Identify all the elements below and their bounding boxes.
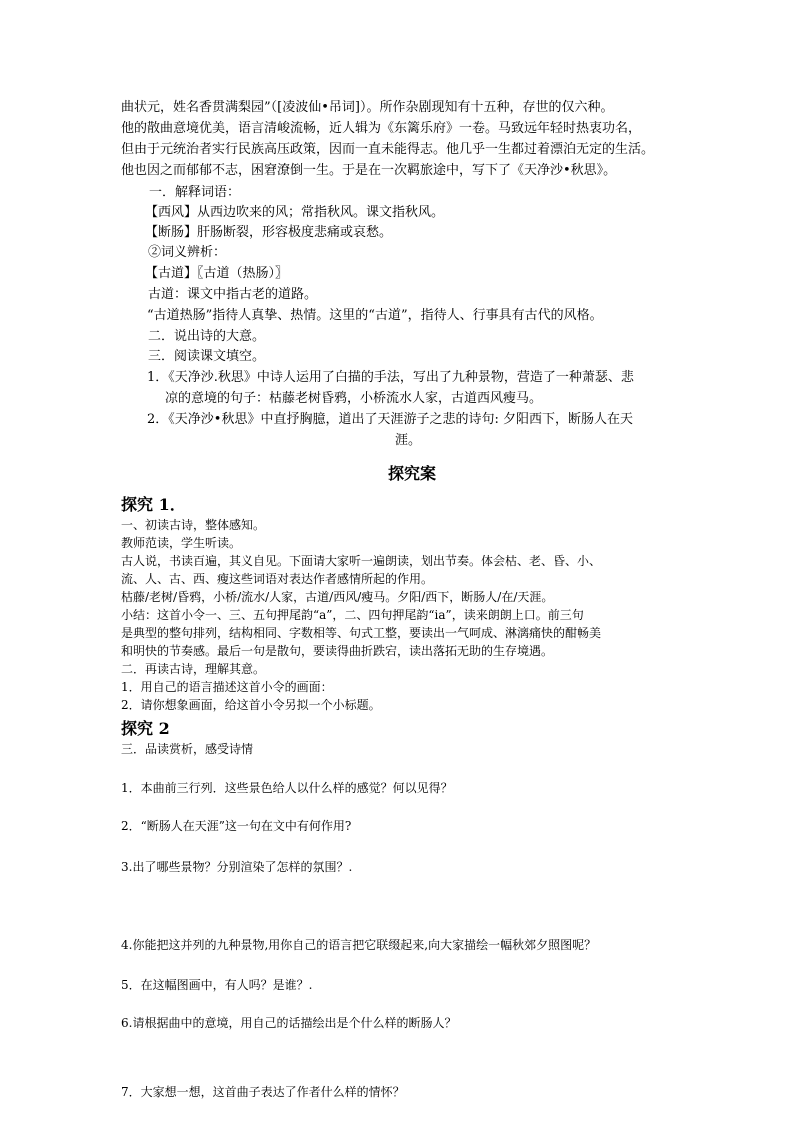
question-4: 4.你能把这并列的九种景物,用你自己的语言把它联缀起来,向大家描绘一幅秋郊夕照图呢？ [121, 938, 597, 952]
question-6: 6.请根据曲中的意境，用自己的话描绘出是个什么样的断肠人？ [121, 1016, 457, 1030]
intro-line-2: 他的散曲意境优美，语言清峻流畅，近人辑为《东篱乐府》一卷。马致远年轻时热衷功名， [121, 121, 642, 136]
explore1-line-8: 和明快的节奏感。最后一句是散句，要读得曲折跌宕，读出落拓无助的生存境遇。 [121, 644, 554, 658]
section2-heading: 二．说出诗的大意。 [148, 329, 266, 344]
section3-q1-line2: 凉的意境的句子：枯藤老树昏鸦，小桥流水人家，古道西风瘦马。 [165, 391, 543, 406]
gudao-note: “古道热肠”指待人真挚、热情。这里的“古道”，指待人、行事具有古代的风格。 [147, 308, 603, 323]
explore1-line-6: 小结：这首小令一、三、五句押尾韵“a”，二、四句押尾韵“ia”，读来朗朗上口。前三句 [121, 608, 584, 622]
explore1-line-4: 流、人、古、西、瘦这些词语对表达作者感情所起的作用。 [121, 572, 434, 586]
explore2-sub-heading: 三．品读赏析，感受诗情 [121, 742, 254, 756]
explore1-line-7: 是典型的整句排列，结构相同、字数相等、句式工整，要读出一气呵成、淋漓痛快的酣畅美 [121, 626, 602, 640]
explore1-line-9: 二．再读古诗，理解其意。 [121, 662, 266, 676]
section1-sub-heading: ②词义辨析： [148, 245, 227, 260]
section3-q2-line1: 2．《天净沙•秋思》中直抒胸臆，道出了天涯游子之悲的诗句: 夕阳西下，断肠人在天 [147, 412, 633, 427]
section3-heading: 三．阅读课文填空。 [148, 349, 266, 364]
explore1-line-1: 一、初读古诗，整体感知。 [121, 518, 266, 532]
explore2-heading: 探究 2 [121, 719, 170, 738]
gudao-definition: 古道：课文中指古老的道路。 [148, 287, 318, 302]
question-5: 5．在这幅图画中，有人吗？是谁？. [121, 978, 313, 992]
explore1-line-11: 2．请你想象画面，给这首小令另拟一个小标题。 [121, 698, 381, 712]
question-3: 3.出了哪些景物？分别渲染了怎样的氛围？. [121, 860, 353, 874]
section1-heading: 一．解释词语： [149, 185, 241, 200]
explore1-line-2: 教师范读，学生听读。 [121, 536, 242, 550]
gudao-term: 【古道】〖古道（热肠）〗 [145, 266, 289, 281]
intro-line-3: 但由于元统治者实行民族高压政策，因而一直未能得志。他几乎一生都过着漂泊无定的生活。 [121, 142, 655, 157]
explore1-line-3: 古人说，书读百遍，其义自见。下面请大家听一遍朗读，划出节奏。体会枯、老、昏、小、 [121, 554, 602, 568]
question-2: 2．“断肠人在天涯”这一句在文中有何作用? [121, 819, 352, 833]
explore-title: 探究案 [388, 464, 437, 483]
definition-xifeng: 【西风】从西边吹来的风；常指秋风。课文指秋风。 [145, 205, 445, 220]
explore1-line-5: 枯藤/老树/昏鸦，小桥/流水/人家，古道/西风/瘦马。夕阳/西下，断肠人/在/天涯。 [121, 590, 554, 604]
section3-q1-line1: 1．《天净沙.秋思》中诗人运用了白描的手法，写出了九种景物，营造了一种萧瑟、悲 [147, 370, 634, 385]
intro-line-4: 他也因之而郁郁不志，困窘潦倒一生。于是在一次羁旅途中，写下了《天净沙•秋思》。 [121, 163, 617, 178]
explore1-heading: 探究 1． [121, 495, 186, 514]
explore1-line-10: 1．用自己的语言描述这首小令的画面： [121, 680, 333, 694]
question-1: 1．本曲前三行列．这些景色给人以什么样的感觉？何以见得？ [121, 781, 453, 795]
section3-q2-line2: 涯。 [395, 433, 422, 448]
intro-line-1: 曲状元，姓名香贯满梨园”（[凌波仙•吊词]）。所作杂剧现知有十五种，存世的仅六种。 [121, 100, 614, 115]
question-7: 7．大家想一想，这首曲子表达了作者什么样的情怀？ [121, 1085, 405, 1099]
definition-duanchang: 【断肠】肝肠断裂，形容极度悲痛或哀愁。 [145, 225, 393, 240]
